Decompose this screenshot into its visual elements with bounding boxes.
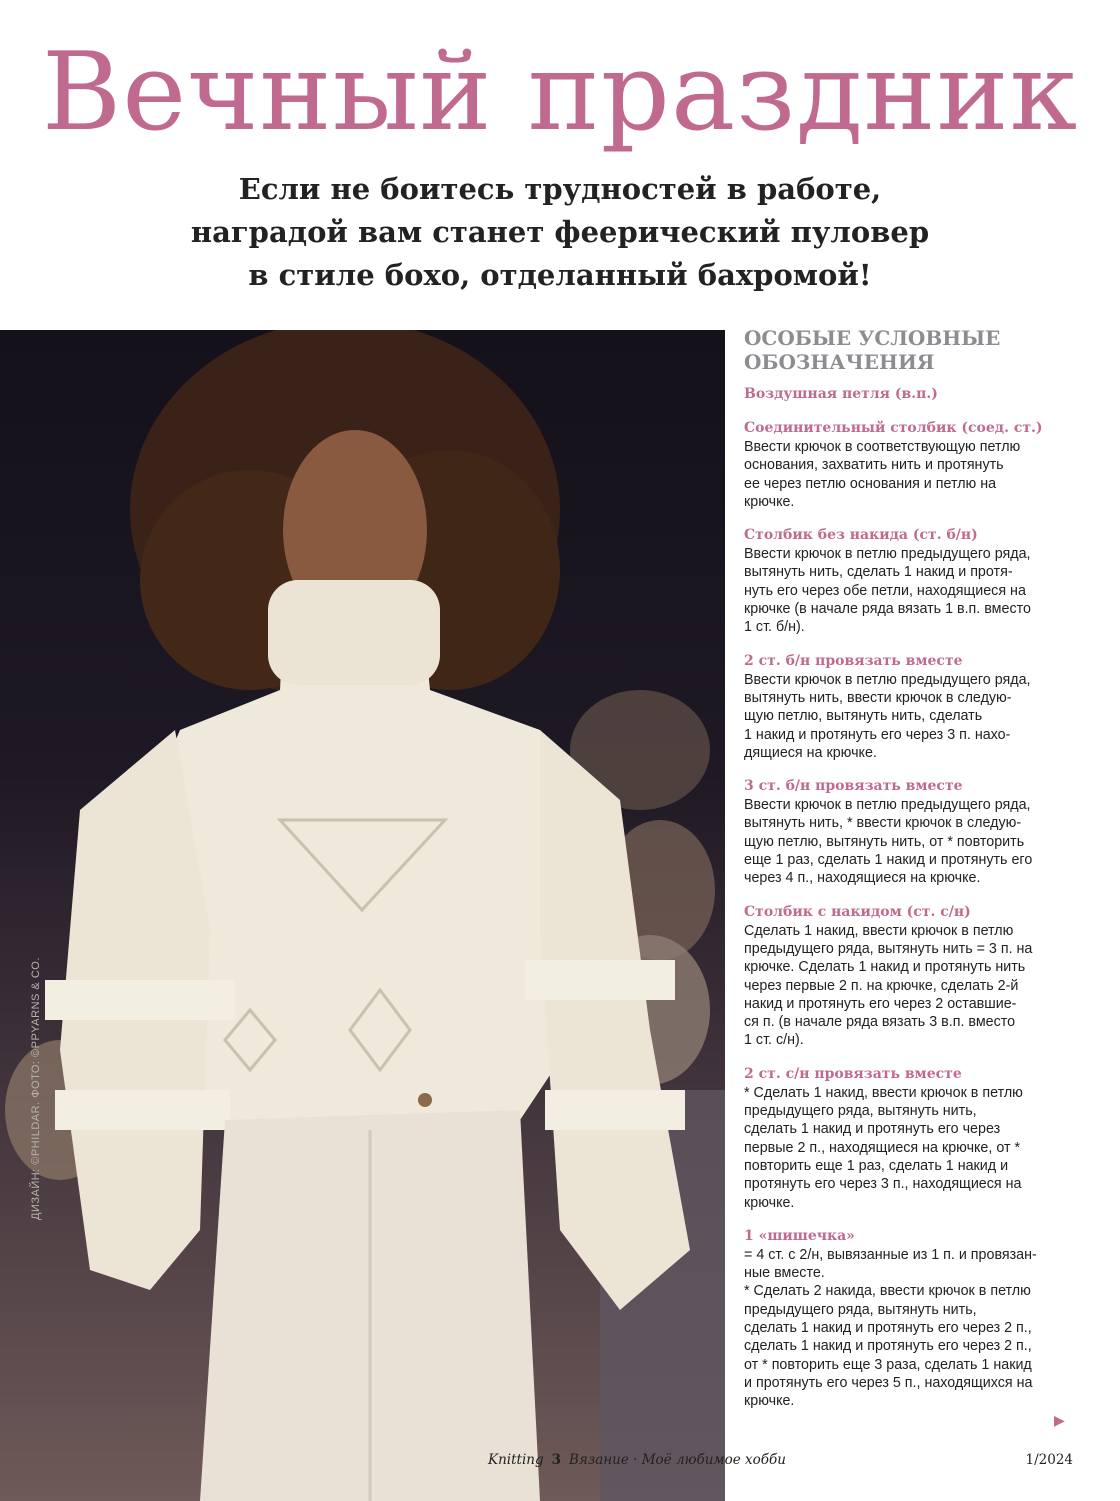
term-definition: Ввести крючок в петлю предыдущего ряда, вытянуть нить, ввести крючок в следую- щую петлю, вытянуть нить, сделать 1 накид и протянуть его через 3 п. нахо- дящиеся на крючке. bbox=[744, 671, 1031, 761]
lead-line: наградой вам станет феерический пуловер bbox=[190, 215, 930, 249]
term-name: 2 ст. б/н провязать вместе bbox=[744, 652, 963, 669]
magazine-name: Knitting bbox=[488, 1452, 544, 1468]
term-definition: Сделать 1 накид, ввести крючок в петлю предыдущего ряда, вытянуть нить = 3 п. на крючке. Сделать 1 накид и протянуть нить через первые 2 п. на крючке, сделать 2-й накид и протянуть его через 2 оставшие- ся п. (в начале ряда вязать 3 в.п. вместо 1 ст. с/н). bbox=[744, 922, 1033, 1049]
glossary-term bbox=[744, 525, 1079, 636]
glossary-term bbox=[744, 776, 1079, 887]
photo-credit: ДИЗАЙН: ©PHILDAR. ФОТО: ©PPYARNS & CO. bbox=[30, 957, 42, 1220]
glossary-term bbox=[744, 384, 1079, 404]
lead-line: Если не боитесь трудностей в работе, bbox=[238, 172, 882, 206]
glossary-term bbox=[744, 1064, 1079, 1212]
magazine-tagline: Вязание · Моё любимое хобби bbox=[569, 1452, 786, 1468]
term-name: 3 ст. б/н провязать вместе bbox=[744, 778, 963, 795]
page-footer bbox=[488, 1452, 1073, 1468]
glossary-term bbox=[744, 418, 1079, 511]
page-title: Вечный праздник bbox=[41, 30, 1079, 155]
photo-illustration bbox=[0, 330, 725, 1501]
page-number: 3 bbox=[551, 1452, 562, 1468]
glossary-term bbox=[744, 1226, 1079, 1411]
term-definition: * Сделать 1 накид, ввести крючок в петлю предыдущего ряда, вытянуть нить, сделать 1 накид и протянуть его через первые 2 п., находящиеся на крючке, от * повторить еще 1 раз, сделать 1 накид и протянуть его через 3 п., находящиеся на крючке. bbox=[744, 1084, 1023, 1211]
glossary-term bbox=[744, 902, 1079, 1050]
lead-line: в стиле бохо, отделанный бахромой! bbox=[248, 258, 872, 292]
glossary-heading-line: ОСОБЫЕ УСЛОВНЫЕ bbox=[744, 326, 1001, 350]
glossary-heading-line: ОБОЗНАЧЕНИЯ bbox=[744, 350, 935, 374]
term-name: Столбик с накидом (ст. с/н) bbox=[744, 903, 971, 920]
term-name: Воздушная петля (в.п.) bbox=[744, 386, 938, 402]
term-name: 1 «шишечка» bbox=[744, 1227, 855, 1244]
triangle-right-icon: ▶ bbox=[1054, 1412, 1065, 1428]
glossary-sidebar bbox=[744, 326, 1079, 1424]
term-definition: = 4 ст. с 2/н, вывязанные из 1 п. и провязан- ные вместе. * Сделать 2 накида, ввести крючок в петлю предыдущего ряда, вытянуть нить, сделать 1 накид и протянуть его через 2 п., сделать 1 накид и протянуть его через 2 п., от * повторить еще 3 раза, сделать 1 накид и протянуть его через 5 п., находящихся на крючке. bbox=[744, 1246, 1037, 1410]
issue-number: 1/2024 bbox=[1025, 1452, 1073, 1468]
term-name: Соединительный столбик (соед. ст.) bbox=[744, 420, 1043, 436]
term-name: 2 ст. с/н провязать вместе bbox=[744, 1065, 962, 1082]
term-definition: Ввести крючок в соответствующую петлю основания, захватить нить и протянуть ее через петлю основания и петлю на крючке. bbox=[744, 439, 1021, 510]
glossary-term bbox=[744, 651, 1079, 762]
term-name: Столбик без накида (ст. б/н) bbox=[744, 527, 978, 544]
term-definition: Ввести крючок в петлю предыдущего ряда, вытянуть нить, сделать 1 накид и протя- нуть его через обе петли, находящиеся на крючке (в начале ряда вязать 1 в.п. вместо 1 ст. б/н). bbox=[744, 546, 1031, 636]
glossary-heading bbox=[744, 326, 1079, 374]
lead-paragraph bbox=[90, 168, 1030, 297]
term-definition: Ввести крючок в петлю предыдущего ряда, вытянуть нить, * ввести крючок в следую- щую петлю, вытянуть нить, от * повторить еще 1 раз, сделать 1 накид и протянуть его через 4 п., находящиеся на крючке. bbox=[744, 797, 1033, 887]
model-photo bbox=[0, 330, 725, 1501]
